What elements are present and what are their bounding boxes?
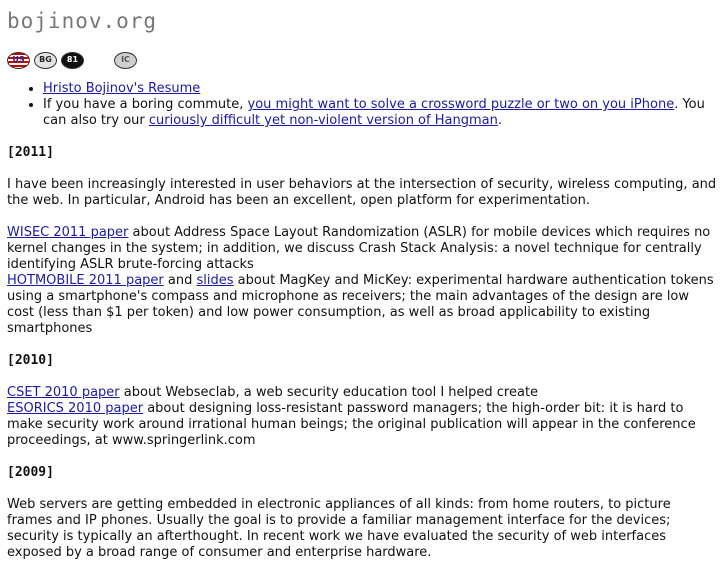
hotmobile-paper-link[interactable]: HOTMOBILE 2011 paper (7, 273, 164, 288)
intro-2011: I have been increasingly interested in user behaviors at the intersection of security, wireless computing, and the web. In particular, Android has been an excellent, open platform for experimentation. (7, 177, 717, 208)
language-81-icon[interactable]: 81 (61, 52, 84, 69)
esorics-paper-link[interactable]: ESORICS 2010 paper (7, 401, 144, 416)
list-item (43, 81, 720, 97)
esorics-description: about designing loss-resistant password managers; the high-order bit: it is hard to make security work around irrational human beings; the original publication will appear in the conference proceedings, at www.springerlink.com (7, 401, 696, 448)
hotmobile-description: about MagKey and MicKey: experimental hardware authentication tokens using a smartphone's compass and microphone as receivers; the main advantages of the design are low cost (less than $1 per token) and low power consumption, as well as broad applicability to existing smartphones (7, 273, 714, 336)
links-list (7, 81, 720, 129)
crossword-link[interactable]: you might want to solve a crossword puzzle or two on you iPhone (247, 97, 675, 112)
commute-middle: . You can also try our (43, 97, 705, 128)
site-logo[interactable]: bojinov.org (7, 9, 158, 33)
publication-2010-esorics (7, 401, 720, 449)
wisec-paper-link[interactable]: WISEC 2011 paper (7, 225, 129, 240)
cset-description: about Webseclab, a web security education tool I helped create (119, 385, 539, 400)
publication-2011-hotmobile (7, 273, 720, 337)
commute-prefix: If you have a boring commute, (43, 97, 248, 112)
year-heading-2011: [2011] (7, 145, 54, 160)
cset-paper-link[interactable]: CSET 2010 paper (7, 385, 120, 400)
intro-2009: Web servers are getting embedded in electronic appliances of all kinds: from home routers, to picture frames and IP phones. Usually the goal is to provide a familiar management interface for the devices; security is typically an afterthought. In recent work we have evaluated the security of web interfaces exposed by a broad range of consumer and enterprise hardware. (7, 497, 671, 560)
year-heading-2010: [2010] (7, 353, 54, 368)
commute-suffix: . (497, 113, 502, 128)
list-item (43, 97, 720, 129)
language-gray-icon[interactable]: IC (114, 52, 137, 69)
hangman-link[interactable]: curiously difficult yet non-violent version of Hangman (148, 113, 498, 128)
publication-2010-cset (7, 385, 720, 401)
bg-flag-icon[interactable]: BG (34, 52, 57, 69)
language-selector (7, 49, 720, 71)
year-heading-2009: [2009] (7, 465, 54, 480)
wisec-description: about Address Space Layout Randomization (ASLR) for mobile devices which requires no kernel changes in the system; in addition, we discuss Crash Stack Analysis: a novel technique for centrally identifying ASLR brute-forcing attacks (7, 225, 711, 272)
us-flag-icon[interactable]: US (7, 52, 30, 69)
publication-2011-wisec (7, 225, 720, 273)
resume-link[interactable]: Hristo Bojinov's Resume (43, 81, 201, 96)
hotmobile-and: and (163, 273, 197, 288)
slides-link[interactable]: slides (196, 273, 234, 288)
